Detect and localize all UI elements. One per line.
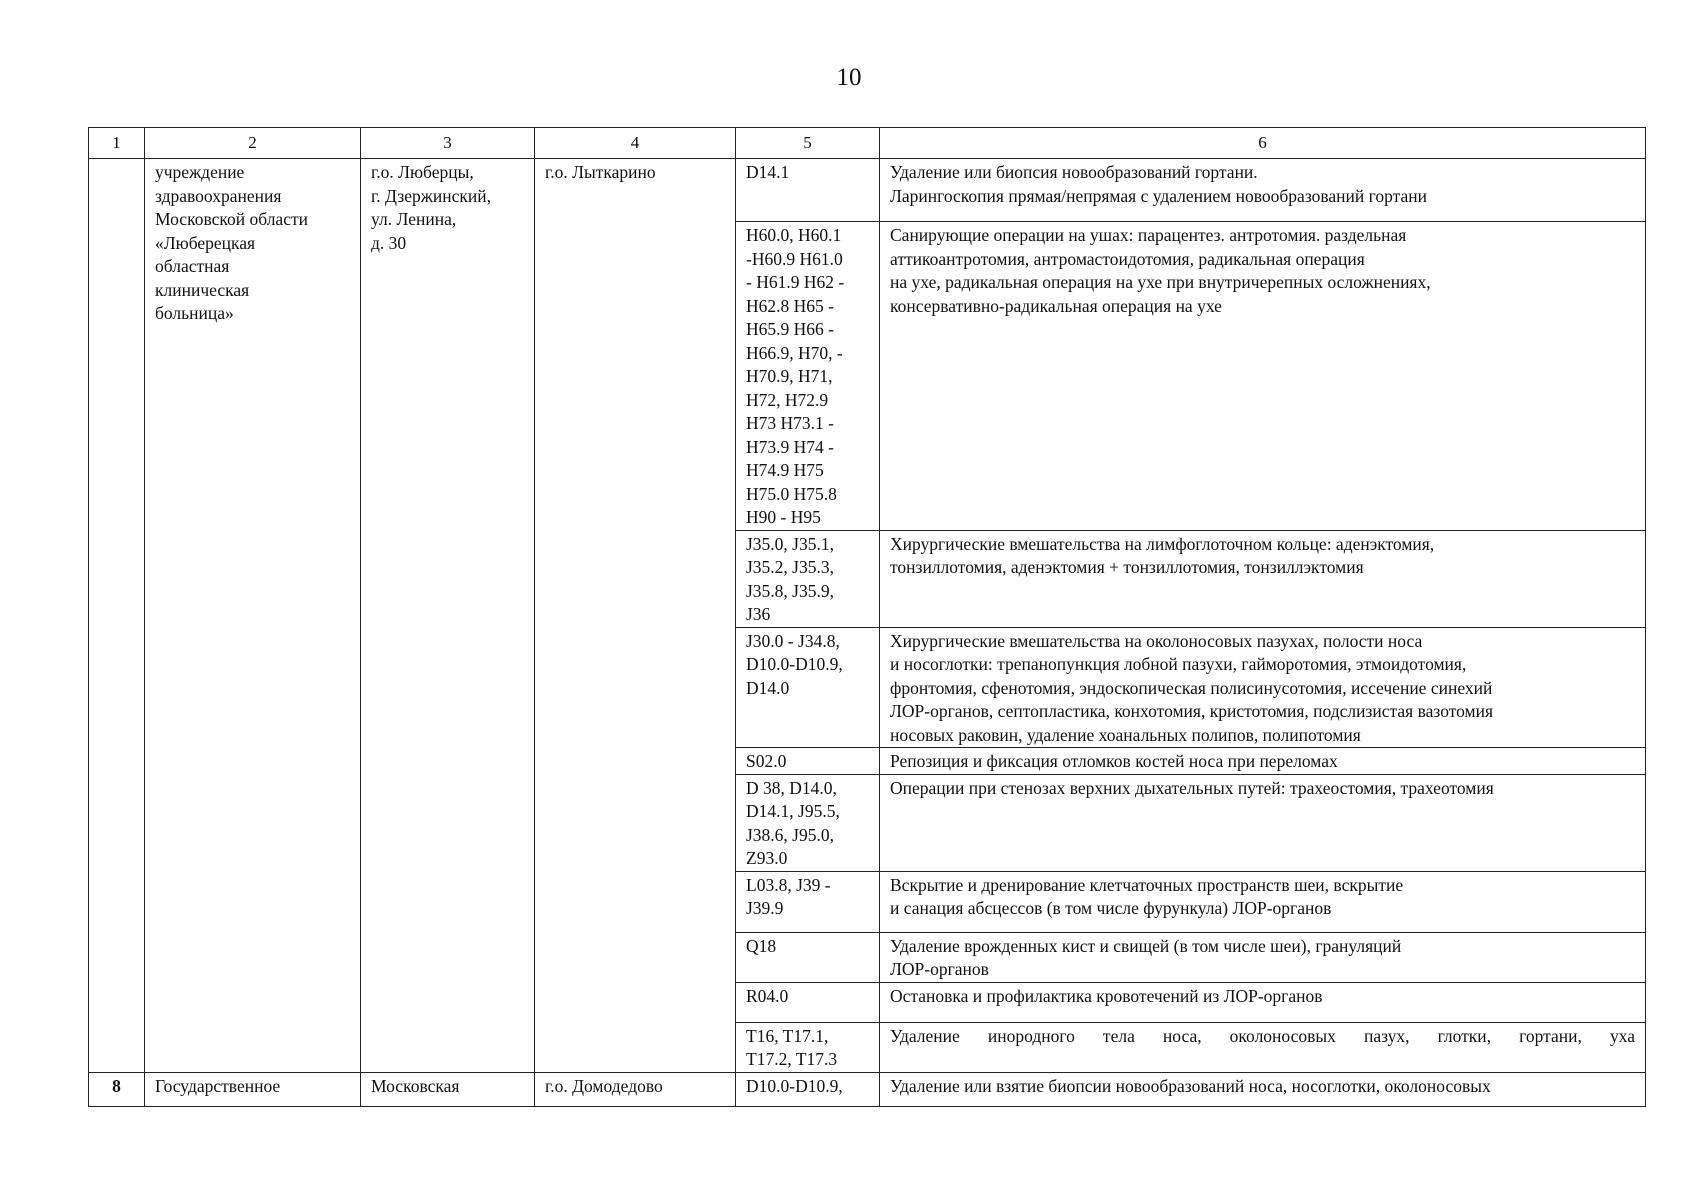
services-table: [88, 127, 1646, 1107]
procedure-description: Репозиция и фиксация отломков костей носа при переломах: [880, 748, 1646, 775]
diagnosis-codes: R04.0: [736, 982, 880, 1022]
institution-name: Государственное: [145, 1072, 361, 1106]
procedure-description: Вскрытие и дренирование клетчаточных пространств шеи, вскрытие и санация абсцессов (в том числе фурункула) ЛОР-органов: [880, 871, 1646, 932]
diagnosis-codes: J35.0, J35.1, J35.2, J35.3, J35.8, J35.9, J36: [736, 530, 880, 627]
header-col-2: 2: [145, 128, 361, 159]
header-col-4: 4: [535, 128, 736, 159]
entry-number: 8: [89, 1072, 145, 1106]
header-row: [89, 128, 1646, 159]
diagnosis-codes: T16, T17.1, T17.2, T17.3: [736, 1022, 880, 1072]
header-col-1: 1: [89, 128, 145, 159]
institution-name: учреждение здравоохранения Московской области «Люберецкая областная клиническая больница»: [145, 159, 361, 1073]
territory: г.о. Лыткарино: [535, 159, 736, 1073]
procedure-description: Хирургические вмешательства на лимфоглоточном кольце: аденэктомия, тонзиллотомия, аденэктомия + тонзиллотомия, тонзиллэктомия: [880, 530, 1646, 627]
diagnosis-codes: D14.1: [736, 159, 880, 222]
header-col-5: 5: [736, 128, 880, 159]
diagnosis-codes: S02.0: [736, 748, 880, 775]
procedure-description: Удаление инородного тела носа, околоносовых пазух, глотки, гортани, уха: [880, 1022, 1646, 1072]
entry-number: [89, 159, 145, 1073]
procedure-description: Операции при стенозах верхних дыхательных путей: трахеостомия, трахеотомия: [880, 774, 1646, 871]
page-number: 10: [836, 64, 862, 91]
diagnosis-codes: D10.0-D10.9,: [736, 1072, 880, 1106]
institution-address: Московская: [361, 1072, 535, 1106]
diagnosis-codes: Q18: [736, 932, 880, 982]
procedure-description: Удаление врожденных кист и свищей (в том числе шеи), грануляций ЛОР-органов: [880, 932, 1646, 982]
procedure-description: Остановка и профилактика кровотечений из ЛОР-органов: [880, 982, 1646, 1022]
procedure-description: Хирургические вмешательства на околоносовых пазухах, полости носа и носоглотки: трепанопункция лобной пазухи, гайморотомия, этмоидотомия, фронтомия, сфенотомия, эндоскопическая полисинусотомия, иссечение синехий ЛОР-органов, септопластика, конхотомия, кристотомия, подслизистая вазотомия носовых раковин, удаление хоанальных полипов, полипотомия: [880, 627, 1646, 748]
procedure-description: Санирующие операции на ушах: парацентез. антротомия. раздельная аттикоантротомия, антромастоидотомия, радикальная операция на ухе, радикальная операция на ухе при внутричерепных осложнениях, консервативно-радикальная операция на ухе: [880, 222, 1646, 531]
diagnosis-codes: H60.0, H60.1 -H60.9 H61.0 - H61.9 H62 - H62.8 H65 - H65.9 H66 - H66.9, H70, - H70.9, H71, H72, H72.9 H73 H73.1 - H73.9 H74 - H74.9 H75 H75.0 H75.8 H90 - H95: [736, 222, 880, 531]
table-row: [89, 1072, 1646, 1106]
institution-address: г.о. Люберцы, г. Дзержинский, ул. Ленина, д. 30: [361, 159, 535, 1073]
diagnosis-codes: J30.0 - J34.8, D10.0-D10.9, D14.0: [736, 627, 880, 748]
territory: г.о. Домодедово: [535, 1072, 736, 1106]
procedure-description: Удаление или биопсия новообразований гортани. Ларингоскопия прямая/непрямая с удалением новообразований гортани: [880, 159, 1646, 222]
table-row: [89, 159, 1646, 222]
diagnosis-codes: L03.8, J39 - J39.9: [736, 871, 880, 932]
diagnosis-codes: D 38, D14.0, D14.1, J95.5, J38.6, J95.0, Z93.0: [736, 774, 880, 871]
header-col-3: 3: [361, 128, 535, 159]
header-col-6: 6: [880, 128, 1646, 159]
procedure-description: Удаление или взятие биопсии новообразований носа, носоглотки, околоносовых: [880, 1072, 1646, 1106]
